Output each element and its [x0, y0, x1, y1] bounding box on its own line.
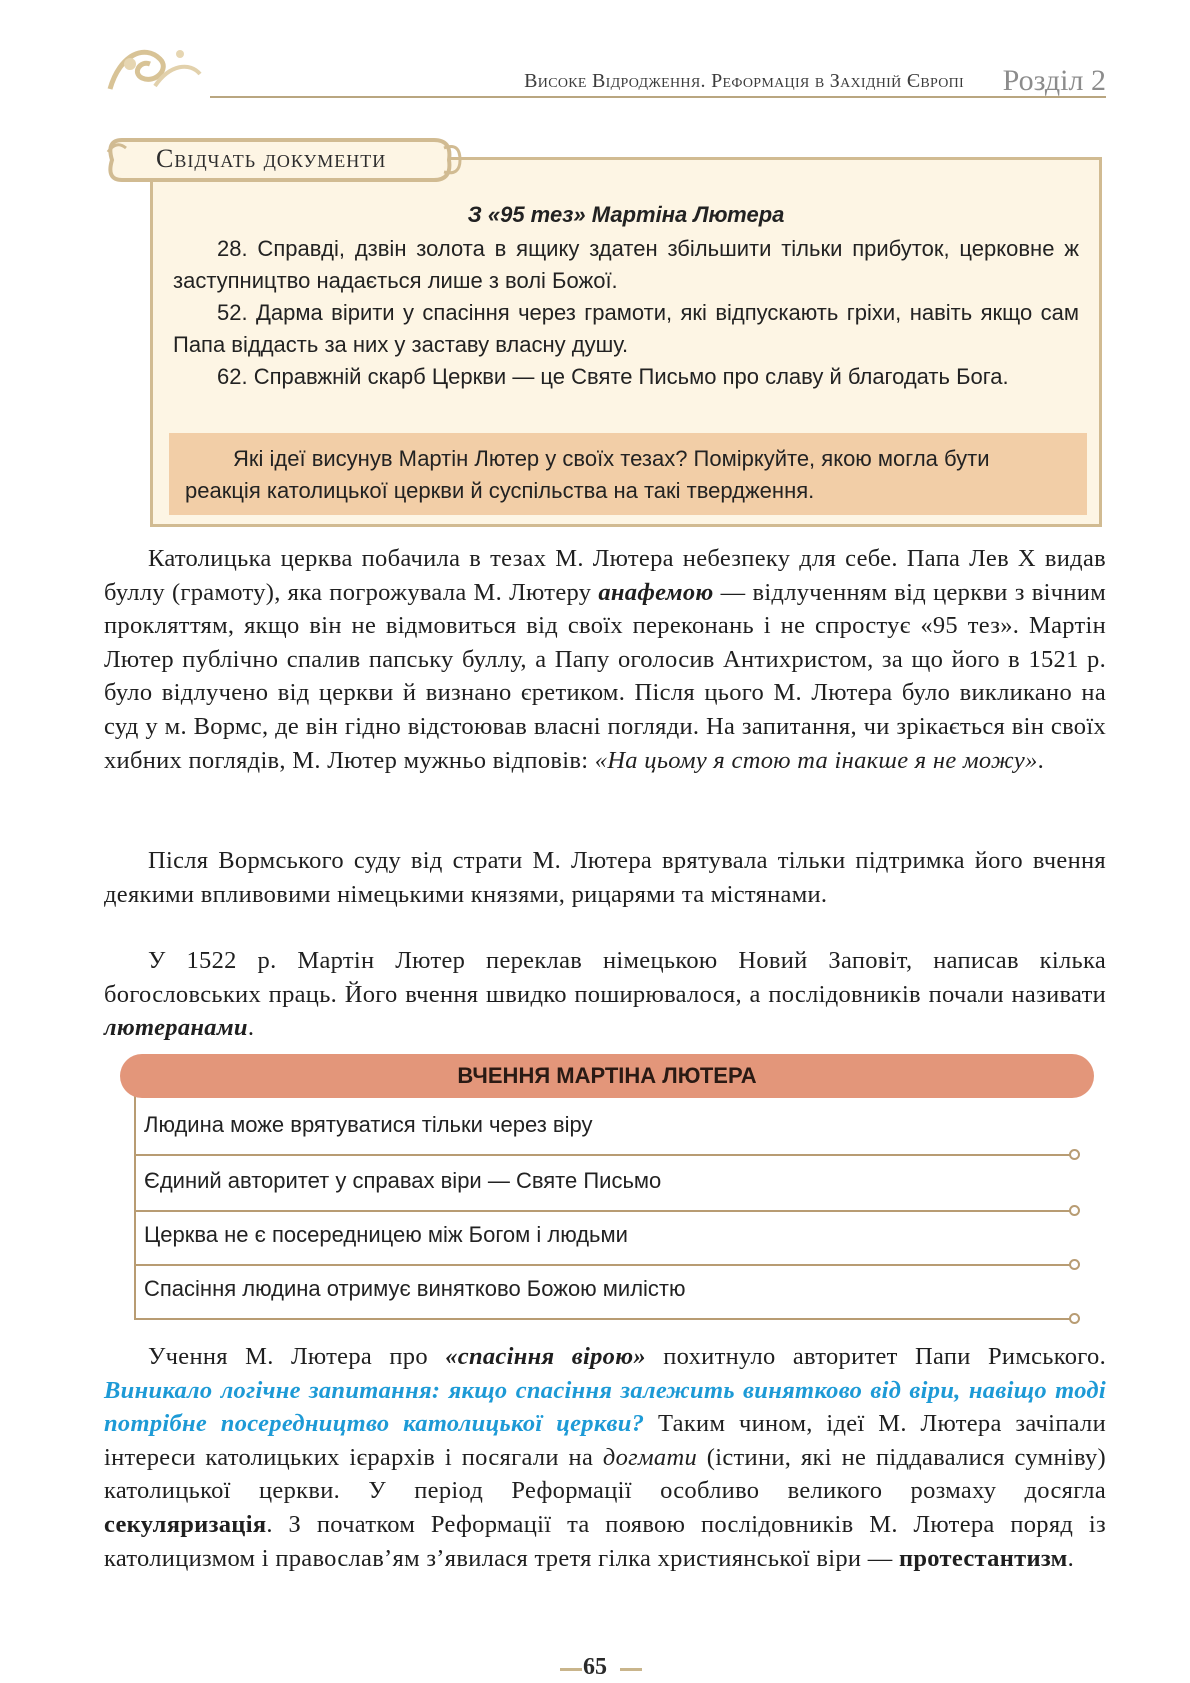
p1-text-3: . [1037, 746, 1045, 774]
luther-teaching-list [120, 1054, 1094, 1324]
term-secularization: секуляризація [104, 1510, 267, 1538]
p1-text-1: Католицька церква побачила в тезах М. Лютера небезпеку для себе. Папа Лев X видав буллу (грамоту), яка погрожувала М. Лютеру [104, 545, 1106, 606]
header-rule [210, 96, 1106, 98]
term-dogmas: догмати [602, 1443, 698, 1471]
list-item [144, 1212, 1084, 1266]
thesis-28: 28. Справді, дзвін золота в ящику здатен збільшити тільки прибуток, церковне ж заступництво надається лише з волі Божої. [173, 236, 1079, 293]
list-item-text: Церква не є посередницею між Богом і людьми [144, 1222, 628, 1247]
p4-text-1: Учення М. Лютера про [148, 1343, 446, 1370]
document-label-banner [104, 132, 464, 188]
luther-quote: «На цьому я стою та інакше я не можу» [594, 746, 1038, 774]
thesis-52: 52. Дарма вірити у спасіння через грамоти, які відпускають гріхи, навіть якщо сам Папа віддасть за них у заставу власну душу. [173, 300, 1079, 357]
paragraph-worms: Після Вормського суду від страти М. Лютера врятувала тільки підтримка його вчення деякими впливовими німецькими князями, рицарями та містянами. [104, 847, 1106, 908]
p1-text-2: — відлученням від церкви з вічним прокляттям, якщо він не відмовиться від своїх переконань і не спростує «95 тез». Мартін Лютер публічно спалив папську буллу, а Папу оголосив Антихристом, за що його в 1521 р. було відлучено від церкви й визнано єретиком. Після цього М. Лютера було викликано на суд у м. Вормс, де він гідно відстоював власні погляди. На запитання, чи зрікається він своїх хибних поглядів, М. Лютер мужньо відповів: [104, 578, 1107, 774]
term-lutherans: лютеранами [104, 1014, 248, 1042]
list-item [144, 1266, 1084, 1320]
paragraph-protestantism [104, 1340, 1106, 1575]
list-item [144, 1158, 1084, 1212]
page-number: 65 [583, 1654, 607, 1680]
header-ornament-icon [100, 34, 210, 104]
logical-question: Виникало логічне запитання: якщо спасіння залежить винятково від віри, навіщо тоді потрібне посередництво католицької церкви? [104, 1376, 1106, 1438]
running-title: Високе Відродження. Реформація в Західній Європі [524, 70, 964, 92]
term-anathema: анафемою [598, 578, 714, 606]
p4-text-6: . [1067, 1544, 1075, 1572]
list-item-text: Єдиний авторитет у справах віри — Святе Письмо [144, 1168, 662, 1193]
list-item-text: Людина може врятуватися тільки через віру [144, 1112, 593, 1137]
question-box: Які ідеї висунув Мартін Лютер у своїх тезах? Поміркуйте, якою могла бути реакція католицької церкви й суспільства на такі твердження. [169, 433, 1087, 515]
p3-text-1: У 1522 р. Мартін Лютер переклав німецькою Новий Заповіт, написав кілька богословських праць. Його вчення швидко поширювалося, а послідовників почали називати [104, 947, 1106, 1008]
list-item-text: Спасіння людина отримує винятково Божою милістю [144, 1276, 686, 1301]
p4-text-4: (істини, які не піддавалися сумніву) католицької церкви. У період Реформації особливо великого розмаху досягла [104, 1443, 1107, 1505]
document-box [150, 157, 1102, 527]
paragraph-lutherans [104, 944, 1106, 1045]
list-connector-line [134, 1076, 136, 1320]
document-label: Свідчать документи [156, 144, 387, 173]
chapter-label: Розділ 2 [1002, 64, 1106, 97]
term-protestantism: протестантизм [898, 1544, 1068, 1572]
list-divider [134, 1318, 1072, 1320]
term-salvation-by-faith: «спасіння вірою» [445, 1343, 646, 1370]
p4-text-3: Таким чином, ідеї М. Лютера зачіпали інтереси католицьких ієрархів і посягали на [104, 1410, 1106, 1471]
thesis-62: 62. Справжній скарб Церкви — це Святе Письмо про славу й благодать Бога. [217, 364, 1009, 389]
p4-text-2: похитнуло авторитет Папи Римського. [645, 1343, 1106, 1370]
list-title: ВЧЕННЯ МАРТІНА ЛЮТЕРА [120, 1054, 1094, 1098]
document-title: З «95 тез» Мартіна Лютера [467, 202, 785, 227]
list-divider [134, 1154, 1072, 1156]
p4-text-5: . З початком Реформації та появою послідовників М. Лютера поряд із католицизмом і православ’ям з’явилася третя гілка християнської віри — [104, 1510, 1106, 1572]
p3-text-2: . [247, 1014, 255, 1042]
paragraph-anathema [104, 542, 1106, 777]
bullet-circle-icon [1069, 1313, 1080, 1324]
list-item [144, 1102, 1084, 1156]
